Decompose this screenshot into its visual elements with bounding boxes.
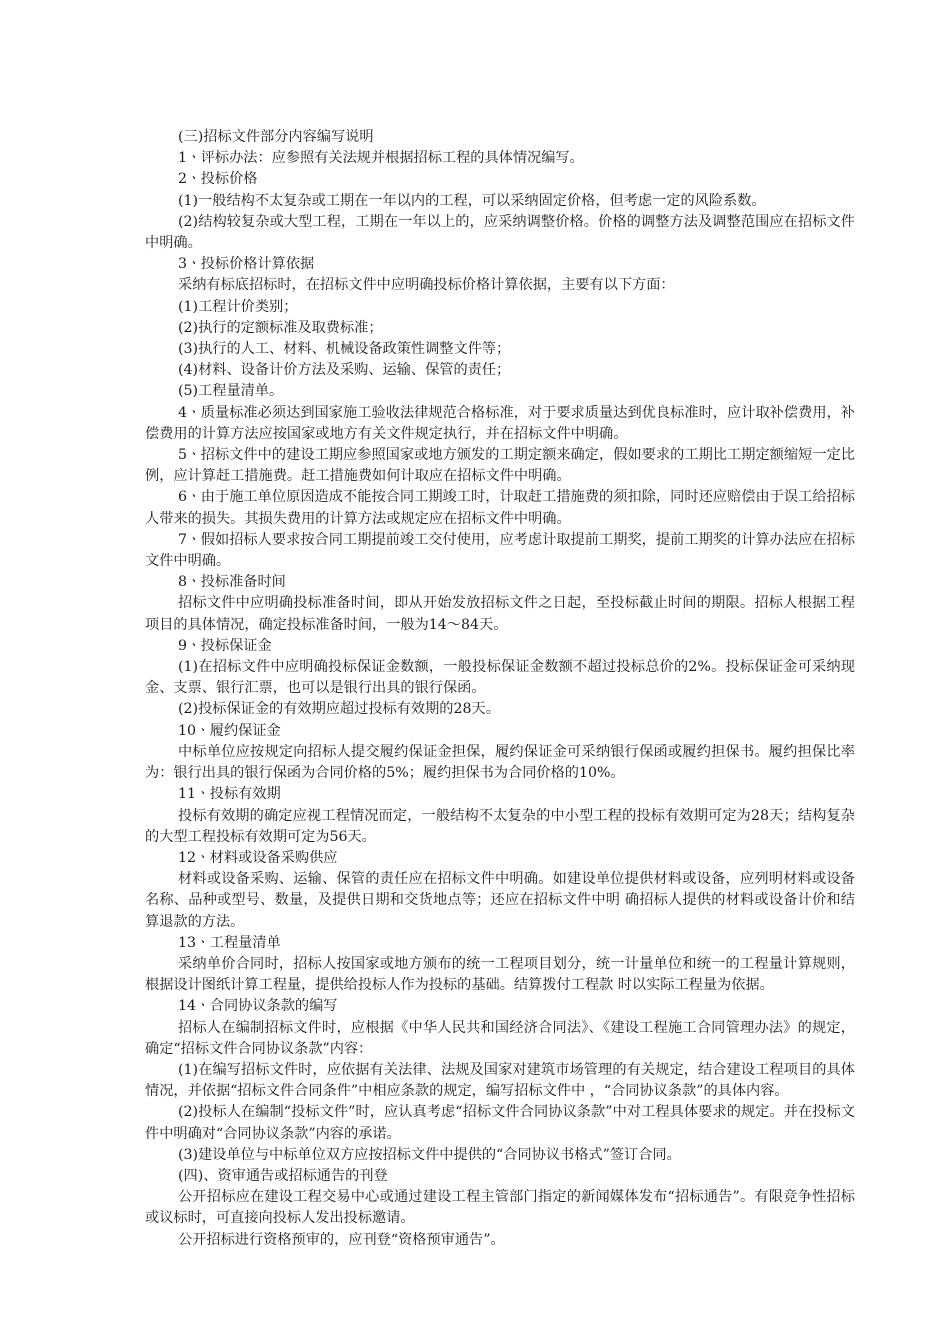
item-heading: 9ㆍ投标保证金 bbox=[178, 637, 272, 654]
item-heading: 3ㆍ投标价格计算依据 bbox=[178, 256, 315, 273]
paragraph: 采纳单价合同时，招标人按国家或地方颁布的统一工程项目划分，统一计量单位和统一的工程量计算规则，根据设计图纸计算工程量，提供给投标人作为投标的基础。结算拨付工程款 时以实际工程量为依据。 bbox=[145, 955, 855, 994]
paragraph: 5ㆍ招标文件中的建设工期应参照国家或地方颁发的工期定额来确定，假如要求的工期比工期定额缩短一定比例，应计算赶工措施费。赶工措施费如何计取应在招标文件中明确。 bbox=[145, 447, 855, 485]
paragraph: 1ㆍ评标办法：应参照有关法规并根据招标工程的具体情况编写。 bbox=[178, 150, 584, 167]
paragraph: (2)结构较复杂或大型工程，工期在一年以上的，应采纳调整价格。价格的调整方法及调整范围应在招标文件中明确。 bbox=[145, 213, 855, 252]
item-heading: 14ㆍ合同协议条款的编写 bbox=[178, 998, 338, 1015]
item-heading: 8ㆍ投标准备时间 bbox=[178, 574, 286, 591]
paragraph: 招标文件中应明确投标准备时间，即从开始发放招标文件之日起，至投标截止时间的期限。招标人根据工程项目的具体情况，确定投标准备时间，一般为14～84天。 bbox=[145, 595, 855, 633]
paragraph: 4ㆍ质量标准必须达到国家施工验收法律规范合格标准，对于要求质量达到优良标准时，应计取补偿费用，补偿费用的计算方法应按国家或地方有关文件规定执行，并在招标文件中明确。 bbox=[145, 404, 855, 442]
paragraph: (1)在招标文件中应明确投标保证金数额，一般投标保证金数额不超过投标总价的2%。投标保证金可采纳现金、支票、银行汇票，也可以是银行出具的银行保函。 bbox=[145, 659, 855, 697]
item-heading: 11ㆍ投标有效期 bbox=[178, 786, 281, 803]
list-item: (5)工程量清单。 bbox=[178, 383, 284, 400]
paragraph: 投标有效期的确定应视工程情况而定，一般结构不太复杂的中小型工程的投标有效期可定为28天；结构复杂的大型工程投标有效期可定为56天。 bbox=[145, 807, 855, 845]
paragraph: (3)建设单位与中标单位双方应按招标文件中提供的“合同协议书格式”签订合同。 bbox=[178, 1146, 681, 1163]
paragraph: 中标单位应按规定向招标人提交履约保证金担保，履约保证金可采纳银行保函或履约担保书。履约担保比率为：银行出具的银行保函为合同价格的5%；履约担保书为合同价格的10%。 bbox=[145, 743, 855, 782]
section-heading: (三)招标文件部分内容编写说明 bbox=[178, 129, 374, 145]
paragraph: 采纳有标底招标时，在招标文件中应明确投标价格计算依据，主要有以下方面： bbox=[178, 277, 675, 294]
paragraph: (2)投标人在编制“投标文件”时，应认真考虑“招标文件合同协议条款”中对工程具体要求的规定。并在投标文件中明确对“合同协议条款”内容的承诺。 bbox=[145, 1104, 855, 1142]
paragraph: 公开招标应在建设工程交易中心或通过建设工程主管部门指定的新闻媒体发布“招标通告”。有限竞争性招标或议标时，可直接向投标人发出投标邀请。 bbox=[145, 1189, 855, 1227]
paragraph: (2)投标保证金的有效期应超过投标有效期的28天。 bbox=[178, 701, 500, 718]
list-item: (4)材料、设备计价方法及采购、运输、保管的责任； bbox=[178, 362, 511, 379]
paragraph: 7ㆍ假如招标人要求按合同工期提前竣工交付使用，应考虑计取提前工期奖，提前工期奖的计算办法应在招标文件中明确。 bbox=[145, 531, 855, 570]
item-heading: 2ㆍ投标价格 bbox=[178, 171, 258, 188]
paragraph: 公开招标进行资格预审的，应刊登“资格预审通告”。 bbox=[178, 1231, 505, 1248]
paragraph: (1)在编写招标文件时，应依据有关法律、法规及国家对建筑市场管理的有关规定，结合建设工程项目的具体情况，并依据“招标文件合同条件”中相应条款的规定，编写招标文件中 ，“合同协议条款”的具体内容。 bbox=[145, 1061, 855, 1100]
item-heading: 13ㆍ工程量清单 bbox=[178, 934, 281, 951]
list-item: (3)执行的人工、材料、机械设备政策性调整文件等； bbox=[178, 341, 511, 358]
paragraph: 材料或设备采购、运输、保管的责任应在招标文件中明确。如建设单位提供材料或设备，应列明材料或设备名称、品种或型号、数量，及提供日期和交货地点等；还应在招标文件中明 确招标人提供的材料或设备计价和结算退款的方法。 bbox=[145, 871, 855, 930]
document-body bbox=[145, 127, 855, 1251]
paragraph: (1)一般结构不太复杂或工期在一年以内的工程，可以采纳固定价格，但考虑一定的风险系数。 bbox=[178, 192, 766, 209]
item-heading: 12ㆍ材料或设备采购供应 bbox=[178, 849, 338, 866]
section-heading: (四)、资审通告或招标通告的刊登 bbox=[178, 1167, 388, 1184]
paragraph: 6ㆍ由于施工单位原因造成不能按合同工期竣工时，计取赶工措施费的须扣除，同时还应赔偿由于误工给招标人带来的损失。其损失费用的计算方法或规定应在招标文件中明确。 bbox=[145, 489, 855, 527]
list-item: (2)执行的定额标准及取费标准； bbox=[178, 319, 383, 336]
paragraph: 招标人在编制招标文件时，应根据《中华人民共和国经济合同法》、《建设工程施工合同管理办法》的规定，确定“招标文件合同协议条款”内容： bbox=[145, 1019, 855, 1057]
list-item: (1)工程计价类别； bbox=[178, 298, 298, 315]
item-heading: 10ㆍ履约保证金 bbox=[178, 722, 281, 739]
